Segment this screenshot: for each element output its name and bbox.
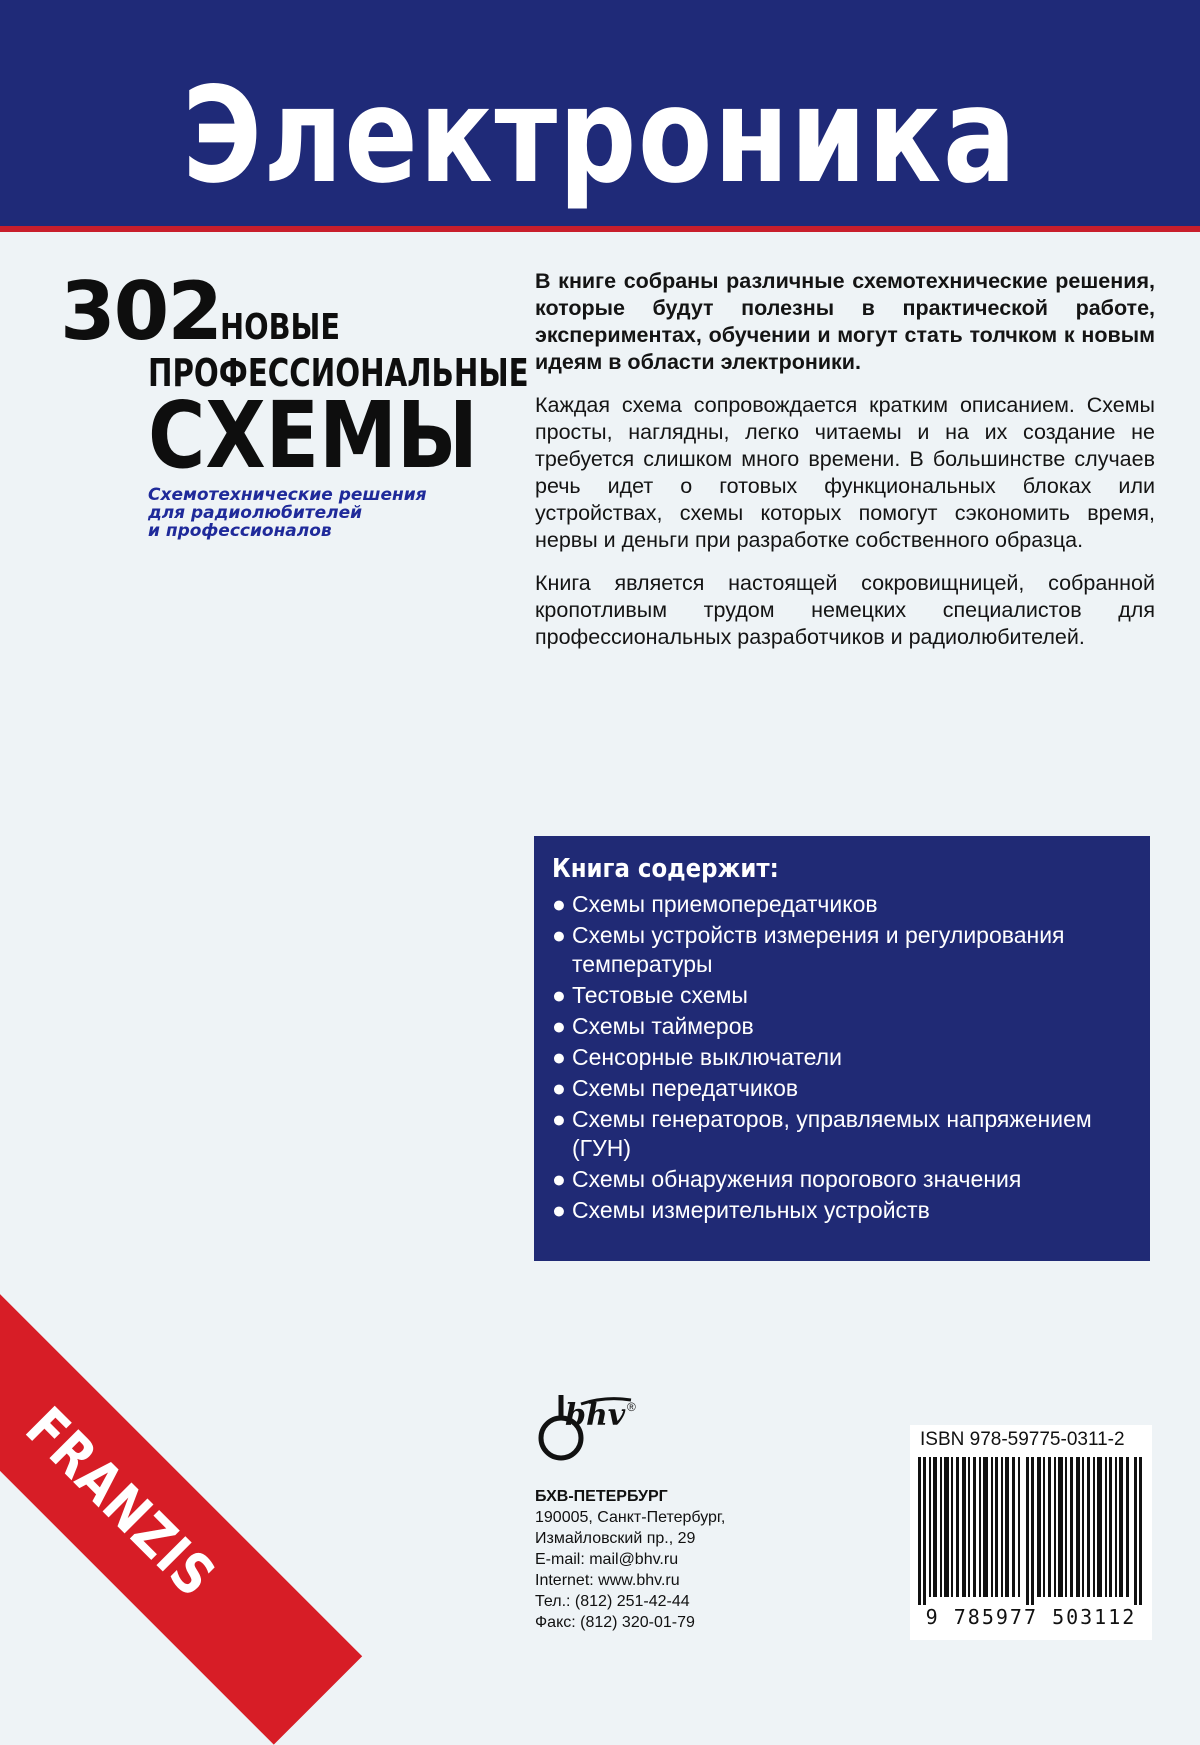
subtitle-line: и профессионалов — [148, 521, 332, 541]
list-item-text: Сенсорные выключатели — [572, 1044, 842, 1070]
list-item-text: Схемы генераторов, управляемых напряжением (ГУН) — [572, 1106, 1092, 1161]
list-item-text: Тестовые схемы — [572, 982, 748, 1008]
bullet-icon: ● — [552, 1075, 566, 1101]
contents-box — [534, 836, 1150, 1261]
bullet-icon: ● — [552, 1166, 566, 1192]
list-item-text: Схемы приемопередатчиков — [572, 891, 878, 917]
publisher-email: E-mail: mail@bhv.ru — [535, 1551, 679, 1568]
title-subtitle — [148, 486, 548, 540]
bullet-icon: ● — [552, 922, 566, 948]
list-item-text: Схемы обнаружения порогового значения — [572, 1166, 1022, 1192]
publisher-name: БХВ-ПЕТЕРБУРГ — [535, 1488, 668, 1505]
barcode-block — [910, 1425, 1152, 1640]
bullet-icon: ● — [552, 891, 566, 917]
list-item — [552, 1196, 1130, 1225]
bullet-icon: ● — [552, 1013, 566, 1039]
description-paragraph: Книга является настоящей сокровищницей, собранной кропотливым трудом немецких специалистов для профессиональных разработчиков и радиолюбителей. — [535, 571, 1155, 649]
list-item — [552, 1074, 1130, 1103]
bullet-icon: ● — [552, 1044, 566, 1070]
logo-text: bhv — [565, 1398, 626, 1433]
title-banner — [0, 0, 1200, 232]
publisher-fax: Факс: (812) 320-01-79 — [535, 1614, 695, 1631]
list-item — [552, 981, 1130, 1010]
bullet-icon: ● — [552, 982, 566, 1008]
contents-title: Книга содержит: — [552, 854, 779, 884]
title-word-schemes: СХЕМЫ — [148, 382, 478, 489]
publisher-info — [535, 1486, 855, 1633]
list-item-text: Схемы таймеров — [572, 1013, 754, 1039]
registered-mark: ® — [627, 1400, 636, 1414]
barcode-icon — [918, 1457, 1144, 1605]
list-item — [552, 1043, 1130, 1072]
list-item-text: Схемы устройств измерения и регулирования температуры — [572, 922, 1065, 977]
list-item — [552, 1105, 1130, 1163]
description-paragraph: Каждая схема сопровождается кратким описанием. Схемы просты, наглядны, легко читаемы и на их создание не требуется слишком много времени. В большинстве случаев речь идет о готовых функциональных блоках или устройствах, схемы которых помогут сэкономить время, нервы и деньги при разработке собственного образца. — [535, 393, 1155, 552]
bhv-logo — [535, 1390, 645, 1465]
series-title: Электроника — [182, 59, 1018, 213]
list-item — [552, 1165, 1130, 1194]
publisher-address: 190005, Санкт-Петербург, — [535, 1509, 726, 1526]
publisher-internet: Internet: www.bhv.ru — [535, 1572, 680, 1589]
publisher-phone: Тел.: (812) 251-42-44 — [535, 1593, 690, 1610]
bullet-icon: ● — [552, 1106, 566, 1132]
list-item-text: Схемы измерительных устройств — [572, 1197, 930, 1223]
barcode-digits-left: 785977 — [953, 1605, 1039, 1629]
isbn-number: ISBN 978-59775-0311-2 — [920, 1429, 1125, 1450]
barcode-digits-right: 503112 — [1052, 1605, 1137, 1629]
list-item-text: Схемы передатчиков — [572, 1075, 799, 1101]
title-number: 302 — [60, 265, 221, 358]
ribbon-label: FRANZIS — [12, 1395, 228, 1610]
list-item — [552, 921, 1130, 979]
subtitle-line: для радиолюбителей — [148, 503, 363, 523]
contents-list — [552, 890, 1130, 1225]
bullet-icon: ● — [552, 1197, 566, 1223]
barcode-digits — [910, 1605, 1152, 1629]
description-lead: В книге собраны различные схемотехнические решения, которые будут полезны в практической работе, экспериментах, обучении и могут стать толчком к новым идеям в области электроники. — [535, 269, 1155, 374]
publisher-address: Измайловский пр., 29 — [535, 1530, 696, 1547]
title-word-new: НОВЫЕ — [220, 307, 341, 348]
list-item — [552, 1012, 1130, 1041]
subtitle-line: Схемотехнические решения — [148, 485, 427, 505]
franzis-ribbon — [0, 1260, 362, 1744]
title-word-professional: ПРОФЕССИОНАЛЬНЫЕ — [148, 351, 529, 395]
list-item — [552, 890, 1130, 919]
book-description — [535, 268, 1155, 667]
barcode-digit-first: 9 — [925, 1605, 940, 1629]
